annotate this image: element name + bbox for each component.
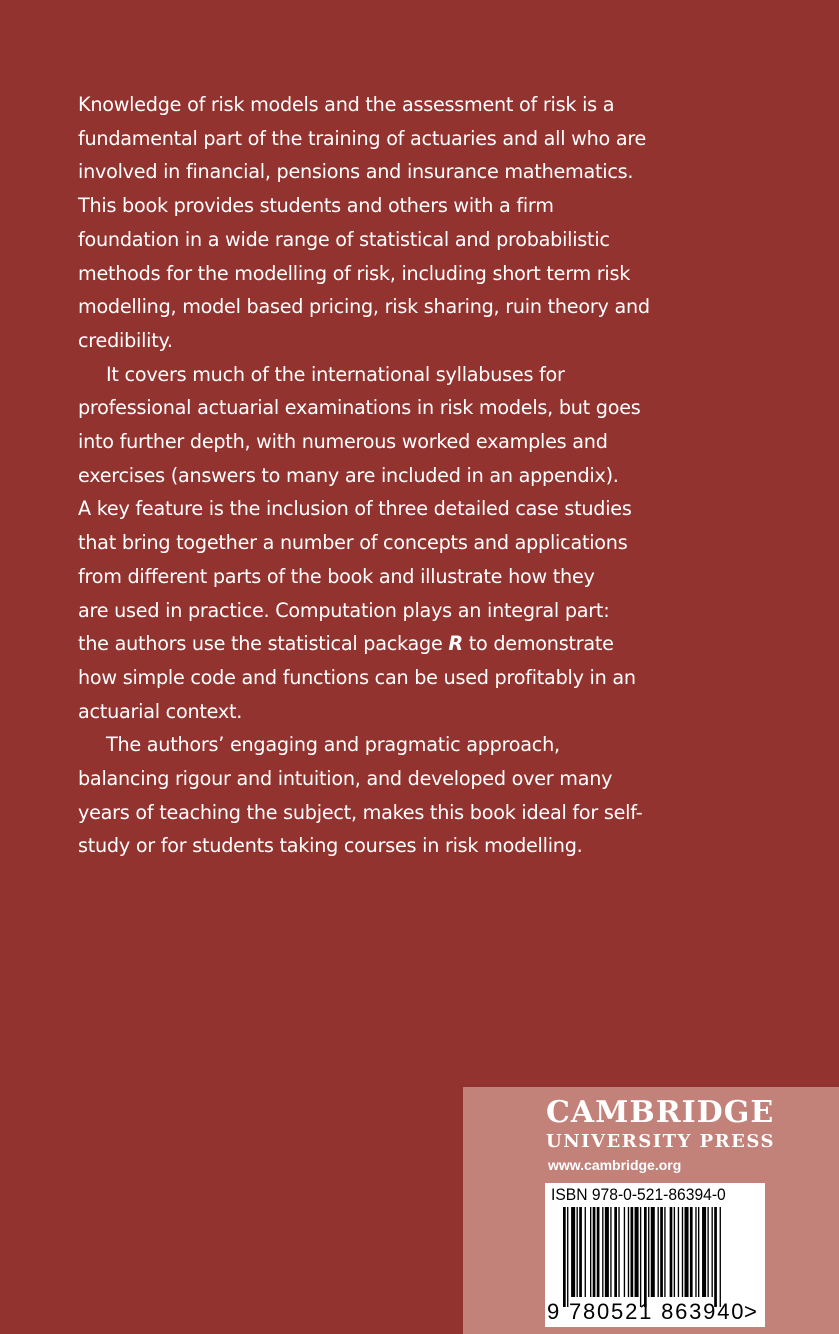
blurb-line: years of teaching the subject, makes this book ideal for self- [78,800,643,824]
barcode-bar [640,1207,641,1307]
blurb-paragraph-1 [78,88,650,358]
barcode-bar [635,1207,639,1297]
blurb-r-after: to demonstrate [462,632,614,656]
blurb-line: Knowledge of risk models and the assessment of risk is a [78,93,615,116]
barcode-bar [698,1207,699,1297]
barcode-bar [614,1207,617,1297]
barcode-bar [563,1207,566,1307]
blurb-line: foundation in a wide range of statistical and probabilistic [78,227,610,251]
blurb-r-before: the authors use the statistical package [78,632,449,656]
barcode-bar [571,1207,575,1297]
barcode-bar [670,1207,673,1297]
barcode-bar [577,1207,578,1297]
blurb-line: This book provides students and others with a firm [78,194,554,218]
barcode-bar [720,1207,721,1307]
blurb-line: are used in practice. Computation plays an integral part: [78,598,610,622]
barcode-bar [702,1207,706,1297]
blurb-line-r [78,627,638,661]
blurb-line: into further depth, with numerous worked examples and [78,430,608,454]
barcode-bar [631,1207,634,1297]
barcode-bar [624,1207,625,1297]
blurb-line: how simple code and functions can be used profitably in an [78,665,636,689]
blurb-line: A key feature is the inclusion of three detailed case studies [78,497,632,521]
barcode-bar [685,1207,689,1297]
blurb-line: involved in financial, pensions and insurance mathematics. [78,160,634,184]
r-package-name: R [448,632,463,656]
barcode-bar [707,1207,708,1297]
barcode-bar [610,1207,611,1297]
barcode-bar [651,1207,655,1297]
publisher-website: www.cambridge.org [548,1157,682,1173]
barcode-bar [682,1207,683,1297]
barcode-bar [567,1207,568,1307]
barcode-bar [648,1207,649,1297]
barcode-bar [590,1207,591,1297]
blurb-paragraph-3 [78,728,643,863]
barcode-bar [712,1207,713,1297]
barcode-bar [585,1207,586,1297]
isbn-label: ISBN 978-0-521-86394-0 [551,1185,726,1204]
blurb-line: professional actuarial examinations in risk models, but goes [78,396,641,420]
publisher-logo-name: CAMBRIDGE [546,1095,775,1130]
barcode-bar [678,1207,679,1297]
barcode-bar [690,1207,693,1297]
barcode-bar [593,1207,596,1297]
barcode-bar [602,1207,603,1297]
barcode-bar [695,1207,696,1297]
barcode-bar [644,1207,647,1307]
blurb-line: methods for the modelling of risk, including short term risk [78,261,631,285]
blurb-line: modelling, model based pricing, risk sharing, ruin theory and [78,295,650,319]
blurb-paragraph-2 [78,358,641,729]
blurb-line: that bring together a number of concepts and applications [78,531,628,555]
blurb-line: actuarial context. [78,699,243,723]
barcode-bar [658,1207,659,1297]
barcode-arrow: > [744,1299,757,1324]
blurb-line: credibility. [78,328,173,352]
blurb-text [78,88,650,863]
barcode-bar [674,1207,675,1297]
barcode-bar [597,1207,600,1297]
barcode-bar [660,1207,663,1297]
barcode-panel [545,1183,765,1327]
blurb-line: study or for students taking courses in risk modelling. [78,834,583,858]
barcode-digits: 9 780521 863940 [547,1299,746,1324]
blurb-line: It covers much of the international syllabuses for [106,362,565,386]
publisher-box [463,1087,839,1334]
barcode-bar [605,1207,609,1297]
barcode-bar [579,1207,582,1297]
barcode-bar [628,1207,629,1297]
blurb-line: fundamental part of the training of actuaries and all who are [78,126,647,150]
barcode-bar [664,1207,665,1297]
blurb-line: balancing rigour and intuition, and developed over many [78,767,613,791]
publisher-logo-subtitle: UNIVERSITY PRESS [546,1131,775,1152]
blurb-line: The authors’ engaging and pragmatic approach, [106,733,560,757]
blurb-line: exercises (answers to many are included in an appendix). [78,463,619,487]
barcode-bar [618,1207,619,1297]
blurb-line: from different parts of the book and illustrate how they [78,564,595,588]
barcode-bar [714,1207,717,1307]
